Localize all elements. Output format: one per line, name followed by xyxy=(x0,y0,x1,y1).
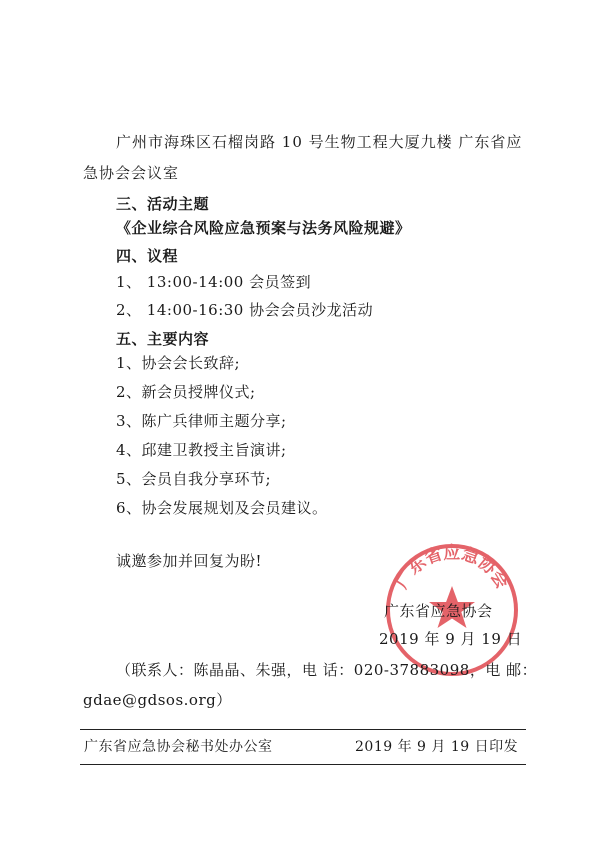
content-item: 1、协会会长致辞; xyxy=(116,354,241,372)
seal-text: 广东省应急协会 xyxy=(392,543,512,593)
content-item: 4、邱建卫教授主旨演讲; xyxy=(116,441,287,459)
content-item: 5、会员自我分享环节; xyxy=(116,470,272,488)
section-3-heading: 三、活动主题 xyxy=(116,195,210,213)
footer-bottom-divider xyxy=(80,764,526,765)
signature-organization: 广东省应急协会 xyxy=(384,602,493,620)
address-line-1: 广州市海珠区石榴岗路 10 号生物工程大厦九楼 广东省应 xyxy=(116,133,523,151)
activity-topic: 《企业综合风险应急预案与法务风险规避》 xyxy=(116,219,411,237)
footer-issue-date: 2019 年 9 月 19 日印发 xyxy=(355,739,519,755)
signature-date: 2019 年 9 月 19 日 xyxy=(379,630,523,648)
footer-top-divider xyxy=(80,729,526,730)
content-item: 2、新会员授牌仪式; xyxy=(116,383,256,401)
contact-info-line-1: （联系人：陈晶晶、朱强，电 话：020-37883098，电 邮： xyxy=(116,661,538,679)
contact-email-line: gdae@gdsos.org） xyxy=(83,691,232,709)
content-item: 3、陈广兵律师主题分享; xyxy=(116,412,287,430)
agenda-item: 1、 13:00-14:00 会员签到 xyxy=(116,273,312,291)
agenda-item: 2、 14:00-16:30 协会会员沙龙活动 xyxy=(116,301,374,319)
invitation-text: 诚邀参加并回复为盼! xyxy=(116,552,263,570)
content-item: 6、协会发展规划及会员建议。 xyxy=(116,499,328,517)
address-line-2: 急协会会议室 xyxy=(83,164,180,182)
section-5-heading: 五、主要内容 xyxy=(116,330,210,348)
footer-issuer: 广东省应急协会秘书处办公室 xyxy=(84,739,273,755)
section-4-heading: 四、议程 xyxy=(116,247,179,265)
